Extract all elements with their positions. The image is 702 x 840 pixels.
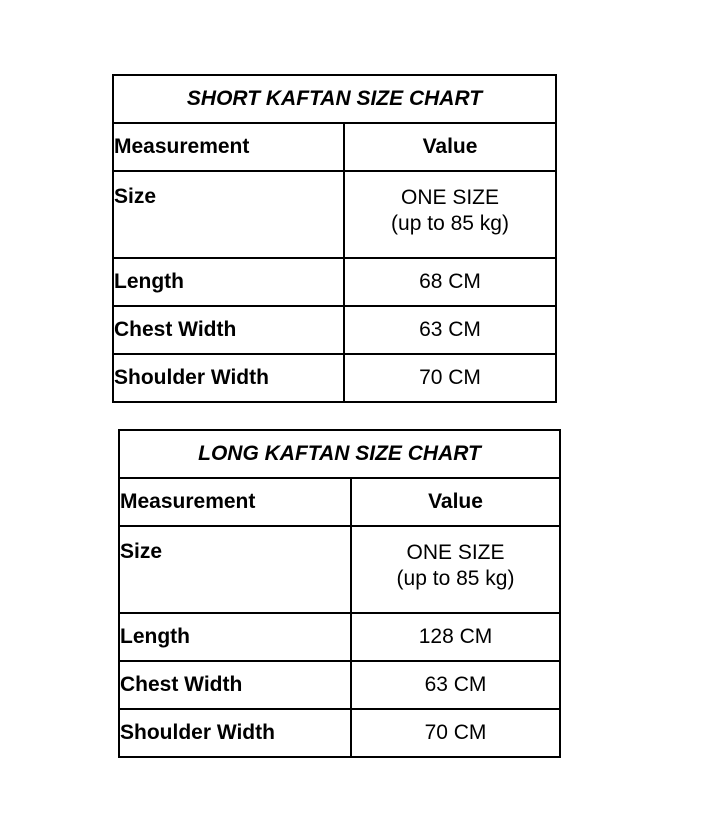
short-length-label: Length: [113, 258, 344, 306]
long-row-shoulder-width: [119, 709, 560, 757]
short-chart-header-row: [113, 123, 556, 171]
short-shoulder-width-value: 70 CM: [344, 354, 556, 402]
long-chart-title: LONG KAFTAN SIZE CHART: [119, 430, 560, 478]
long-chest-width-value: 63 CM: [351, 661, 560, 709]
short-size-value: [344, 171, 556, 258]
short-size-value-line2: (up to 85 kg): [391, 212, 509, 235]
long-size-value: [351, 526, 560, 613]
short-header-value: Value: [344, 123, 556, 171]
short-size-value-line1: ONE SIZE: [400, 186, 500, 209]
long-length-value: 128 CM: [351, 613, 560, 661]
long-size-label: Size: [119, 526, 351, 613]
short-length-value: 68 CM: [344, 258, 556, 306]
long-row-size: [119, 526, 560, 613]
short-kaftan-size-chart: [112, 74, 557, 403]
long-size-value-line2: (up to 85 kg): [396, 567, 515, 590]
short-row-length: [113, 258, 556, 306]
short-shoulder-width-label: Shoulder Width: [113, 354, 344, 402]
short-row-size: [113, 171, 556, 258]
long-kaftan-size-chart: [118, 429, 561, 758]
short-size-label: Size: [113, 171, 344, 258]
short-row-chest-width: [113, 306, 556, 354]
long-size-value-line1: ONE SIZE: [406, 541, 505, 564]
short-chart-title: SHORT KAFTAN SIZE CHART: [113, 75, 556, 123]
long-shoulder-width-label: Shoulder Width: [119, 709, 351, 757]
long-chest-width-label: Chest Width: [119, 661, 351, 709]
short-chart-title-row: [113, 75, 556, 123]
short-row-shoulder-width: [113, 354, 556, 402]
short-chest-width-value: 63 CM: [344, 306, 556, 354]
long-shoulder-width-value: 70 CM: [351, 709, 560, 757]
long-header-measurement: Measurement: [119, 478, 351, 526]
long-chart-title-row: [119, 430, 560, 478]
long-header-value: Value: [351, 478, 560, 526]
short-header-measurement: Measurement: [113, 123, 344, 171]
long-length-label: Length: [119, 613, 351, 661]
long-row-length: [119, 613, 560, 661]
long-row-chest-width: [119, 661, 560, 709]
long-chart-header-row: [119, 478, 560, 526]
short-chest-width-label: Chest Width: [113, 306, 344, 354]
